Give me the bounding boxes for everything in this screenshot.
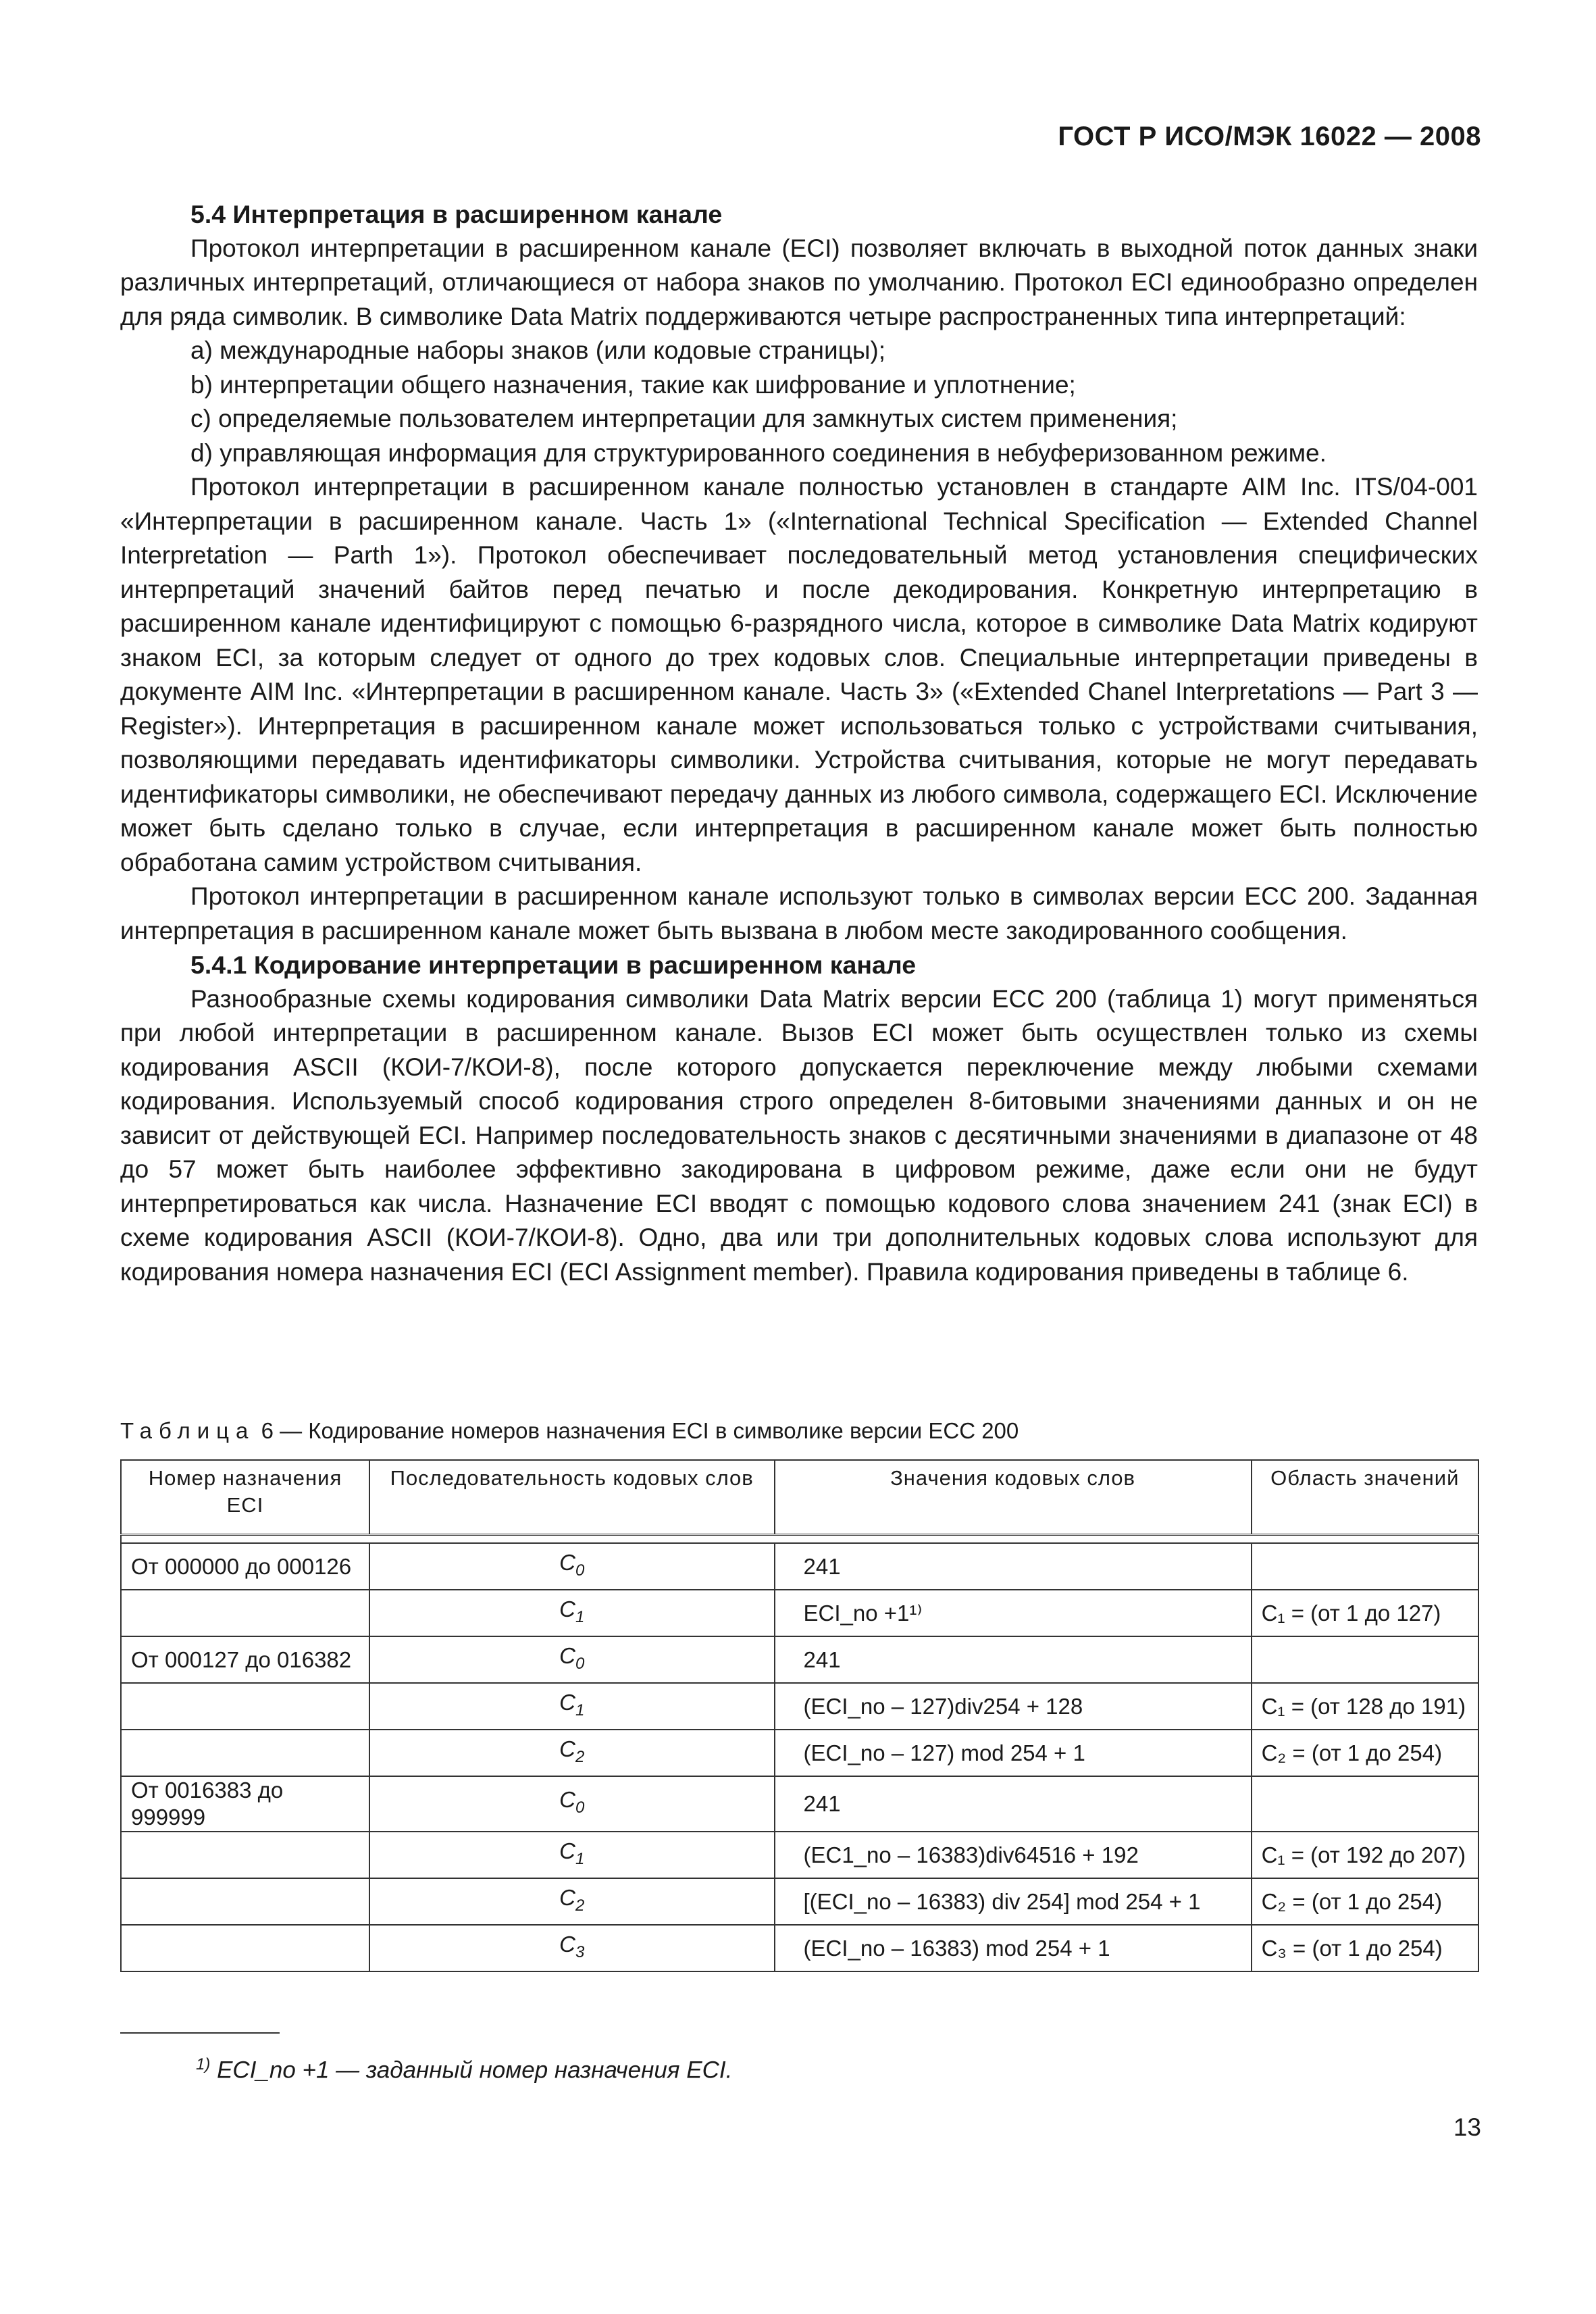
cell-range	[121, 1832, 369, 1878]
standard-header: ГОСТ Р ИСО/МЭК 16022 — 2008	[1058, 122, 1481, 151]
cell-codeword	[369, 1832, 775, 1878]
cell-domain	[1252, 1776, 1478, 1832]
table-row	[121, 1590, 1478, 1636]
codeword-symbol: C	[559, 1596, 575, 1621]
table-caption	[120, 1417, 1019, 1444]
paragraph-ecc200: Протокол интерпретации в расширенном канале используют только в символах версии ECC 200. Заданная интерпретация в расширенном канале может быть вызвана в любом месте закодированного сообщения.	[120, 882, 1478, 945]
cell-value: ECI_no +1¹⁾	[775, 1590, 1252, 1636]
cell-codeword	[369, 1543, 775, 1590]
paragraph-protocol: Протокол интерпретации в расширенном канале полностью установлен в стандарте AIM Inc. ITS/04-001 «Интерпретации в расширенном канале. Часть 1» («International Technical Specification — Extended Channel Interpretation — Parth 1»). Протокол обеспечивает последовательный метод установления специфических интерпретаций значений байтов перед печатью и после декодирования. Конкретную интерпретацию в расширенном канале идентифицируют с помощью 6-разрядного числа, которое в символике Data Matrix кодируют знаком ECI, за которым следует от одного до трех кодовых слов. Специальные интерпретации приведены в документе AIM Inc. «Интерпретации в расширенном канале. Часть 3» («Extended Chanel Interpretations — Part 3 — Register»). Интерпретация в расширенном канале может использоваться только с устройствами считывания, позволяющими передавать идентификаторы символики. Устройства считывания, которые не могут передавать идентификаторы символики, не обеспечивают передачу данных из любого символа, содержащего ECI. Исключение может быть сделано только в случае, если интерпретация в расширенном канале может быть полностью обработана самим устройством считывания.	[120, 473, 1478, 876]
table-caption-label: Таблица	[120, 1418, 255, 1443]
footnote-divider	[120, 2032, 280, 2034]
list-item-a: a) международные наборы знаков (или кодовые страницы);	[190, 336, 886, 364]
cell-value: (ECI_no – 127) mod 254 + 1	[775, 1730, 1252, 1776]
cell-domain	[1252, 1636, 1478, 1683]
cell-domain: C₂ = (от 1 до 254)	[1252, 1878, 1478, 1925]
codeword-index: 0	[575, 1654, 585, 1673]
list-item-d: d) управляющая информация для структурированного соединения в небуферизованном режиме.	[190, 438, 1327, 467]
cell-codeword	[369, 1636, 775, 1683]
cell-value: (ECI_no – 127)div254 + 128	[775, 1683, 1252, 1730]
codeword-symbol: C	[559, 1689, 575, 1715]
cell-range: От 0016383 до 999999	[121, 1776, 369, 1832]
codeword-symbol: C	[559, 1642, 575, 1668]
codeword-index: 1	[575, 1849, 585, 1868]
cell-codeword	[369, 1878, 775, 1925]
paragraph-intro: Протокол интерпретации в расширенном канале (ECI) позволяет включать в выходной поток данных знаки различных интерпретаций, отличающиеся от набора знаков по умолчанию. Протокол ECI единообразно определен для ряда символик. В символике Data Matrix поддерживаются четыре распространенных типа интерпретаций:	[120, 234, 1478, 330]
codeword-symbol: C	[559, 1787, 575, 1812]
codeword-index: 0	[575, 1799, 585, 1817]
table-row	[121, 1832, 1478, 1878]
table-row	[121, 1636, 1478, 1683]
table-row	[121, 1543, 1478, 1590]
cell-value: 241	[775, 1636, 1252, 1683]
cell-domain: C₁ = (от 192 до 207)	[1252, 1832, 1478, 1878]
list-item-b: b) интерпретации общего назначения, такие как шифрование и уплотнение;	[190, 370, 1076, 399]
cell-domain	[1252, 1543, 1478, 1590]
codeword-symbol: C	[559, 1884, 575, 1910]
header-separator	[121, 1535, 1478, 1544]
cell-value: 241	[775, 1543, 1252, 1590]
cell-codeword	[369, 1683, 775, 1730]
list-item-c: c) определяемые пользователем интерпретации для замкнутых систем применения;	[190, 405, 1178, 432]
subsection-title: 5.4.1 Кодирование интерпретации в расширенном канале	[190, 951, 917, 979]
footnote-text: ECI_no +1 — заданный номер назначения ECI.	[217, 2057, 733, 2084]
cell-value: [(ECI_no – 16383) div 254] mod 254 + 1	[775, 1878, 1252, 1925]
cell-value: (ECI_no – 16383) mod 254 + 1	[775, 1925, 1252, 1971]
footnote-mark: 1)	[196, 2055, 211, 2073]
codeword-symbol: C	[559, 1549, 575, 1575]
cell-value: 241	[775, 1776, 1252, 1832]
codeword-symbol: C	[559, 1838, 575, 1863]
codeword-symbol: C	[559, 1736, 575, 1761]
cell-value: (EC1_no – 16383)div64516 + 192	[775, 1832, 1252, 1878]
cell-codeword	[369, 1925, 775, 1971]
cell-range: От 000000 до 000126	[121, 1543, 369, 1590]
codeword-index: 1	[575, 1701, 585, 1719]
codeword-symbol: C	[559, 1931, 575, 1957]
codeword-index: 3	[575, 1942, 585, 1961]
cell-domain: C₁ = (от 128 до 191)	[1252, 1683, 1478, 1730]
table-row	[121, 1776, 1478, 1832]
eci-table	[120, 1459, 1479, 1972]
header-value-range: Область значений	[1252, 1460, 1478, 1535]
cell-range	[121, 1590, 369, 1636]
codeword-index: 2	[575, 1747, 585, 1766]
cell-codeword	[369, 1776, 775, 1832]
table-caption-text: 6 — Кодирование номеров назначения ECI в символике версии ECC 200	[261, 1418, 1019, 1443]
cell-range	[121, 1878, 369, 1925]
cell-domain: C₂ = (от 1 до 254)	[1252, 1730, 1478, 1776]
table-row	[121, 1925, 1478, 1971]
table-header-row	[121, 1460, 1478, 1535]
header-assignment-number: Номер назначения ECI	[121, 1460, 369, 1535]
codeword-index: 1	[575, 1607, 585, 1626]
table-row	[121, 1730, 1478, 1776]
cell-range	[121, 1683, 369, 1730]
cell-domain: C₃ = (от 1 до 254)	[1252, 1925, 1478, 1971]
codeword-index: 0	[575, 1561, 585, 1580]
cell-codeword	[369, 1590, 775, 1636]
section-body	[120, 197, 1478, 1289]
page-number: 13	[1453, 2113, 1481, 2141]
cell-domain: C₁ = (от 1 до 127)	[1252, 1590, 1478, 1636]
section-title: 5.4 Интерпретация в расширенном канале	[190, 200, 723, 228]
cell-range: От 000127 до 016382	[121, 1636, 369, 1683]
cell-range	[121, 1730, 369, 1776]
table-row	[121, 1878, 1478, 1925]
codeword-index: 2	[575, 1896, 585, 1915]
footnote	[196, 2055, 732, 2084]
cell-range	[121, 1925, 369, 1971]
header-codeword-values: Значения кодовых слов	[775, 1460, 1252, 1535]
paragraph-encoding: Разнообразные схемы кодирования символики Data Matrix версии ECC 200 (таблица 1) могут применяться при любой интерпретации в расширенном канале. Вызов ECI может быть осуществлен только из схемы кодирования ASCII (КОИ-7/КОИ-8), после которого допускается переключение между любыми схемами кодирования. Используемый способ кодирования строго определен 8-битовыми значениями данных и он не зависит от действующей ECI. Например последовательность знаков с десятичными значениями в диапазоне от 48 до 57 может быть наиболее эффективно закодирована в цифровом режиме, даже если они не будут интерпретироваться как числа. Назначение ECI вводят с помощью кодового слова значением 241 (знак ECI) в схеме кодирования ASCII (КОИ-7/КОИ-8). Одно, два или три дополнительных кодовых слова используют для кодирования номера назначения ECI (ECI Assignment member). Правила кодирования приведены в таблице 6.	[120, 984, 1478, 1286]
table-row	[121, 1683, 1478, 1730]
header-codeword-sequence: Последовательность кодовых слов	[369, 1460, 775, 1535]
cell-codeword	[369, 1730, 775, 1776]
